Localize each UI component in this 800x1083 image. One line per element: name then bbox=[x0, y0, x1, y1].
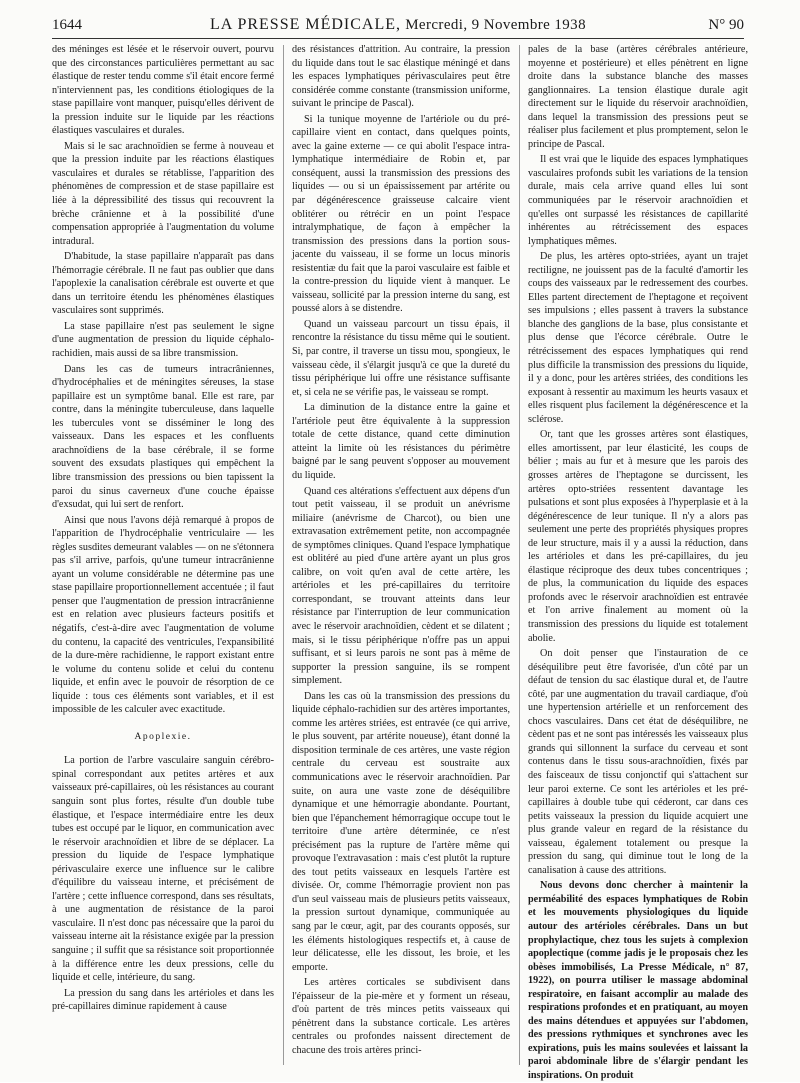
text-column-2 bbox=[292, 43, 510, 1073]
paragraph: La stase papillaire n'est pas seulement le signe d'une augmentation de pression du liquide céphalo-rachidien, mais aussi de sa libre transmission. bbox=[52, 320, 274, 360]
paragraph: Or, tant que les grosses artères sont élastiques, elles amortissent, par leur élasticité, les coups de bélier ; mais au fur et à mesure que les parois des grosses artères de l'heptagone se durcissent, les artères opto-striées ressentent davantage les pulsations et sont plus exposées à l'hyperplasie et à la dégénérescence de leur tunique. Il n'y a alors pas seulement une perte des propriétés physiques propres de leur structure, mais il y a aussi la réduction, dans les artérioles et dans les pré-capillaires, du jeu élastique réciproque des deux tubes concentriques ; de plus, la communication du liquide des espaces profonds avec le réservoir arachnoïdien est entravée et l'on arrive finalement au moment où la transmission des pressions du liquide est totalement abolie. bbox=[528, 429, 748, 644]
paragraph: Dans les cas où la transmission des pressions du liquide céphalo-rachidien sur des artères importantes, comme les artères striées, est entravée (ce qui arrive, le plus souvent, par artérite noueuse), étant donné la disposition terminale de ces artères, une vaste région centrale du cerveau est soustraite aux communications avec le réservoir arachnoïdien. Par suite, on aura une vaste zone de déséquilibre dynamique et une hémorragie abondante. Pourtant, bien que l'épanchement hémorragique occupe tout le territoire d'une artère déterminée, ce n'est précisément pas la rupture de l'artère même qui provoque l'extravasation : mais c'est plutôt la rupture des tout petits vaisseaux en lesquels l'artère est divisée. Or, comme l'hémorragie provient non pas d'un seul vaisseau mais de plusieurs petits vaisseaux, la pression surtout dynamique, communiquée au sang par le cœur, agit, par des courants opposés, sur les éléments histologiques respectifs et, à cause de leur délicatesse, elle les dissout, les broie, et les emporte. bbox=[292, 690, 510, 973]
paragraph: Si la tunique moyenne de l'artériole ou du pré-capillaire vient en contact, dans quelques points, avec la gaine externe — ce qui abolit l'espace intra-lymphatique intermédiaire de Robin et, par conséquent, aussi la transmission des pressions des liquides — ou si un épaississement par artérite ou par dégénérescence graisseuse calcaire vient oblitérer ou rétrécir en un point l'espace intralymphatique, de façon à empêcher la transmission des pressions dans la portion sous-jacente du vaisseau, il se forme un locus minoris resistentiæ du fait que la paroi vasculaire est faible et la contre-pression du liquide vient à manquer. Le vaisseau, sollicité par la pression interne du sang, est poussé alors à se distendre. bbox=[292, 113, 510, 315]
paragraph: Dans les cas de tumeurs intracrâniennes, d'hydrocéphalies et de méningites séreuses, la stase papillaire est un symptôme banal. Elle est rare, par contre, dans la méningite tuberculeuse, dans laquelle les tubercules vont se disséminer le long des vaisseaux. Dans les espaces et les confluents arachnoïdiens de la base cérébrale, il se forme souvent des exsudats plastiques qui empêchent la libre transmission des pressions ou bien tapissent la paroi du sinus caverneux d'une couche épaisse d'exsudat, qui lui sert de renfort. bbox=[52, 363, 274, 511]
paragraph: D'habitude, la stase papillaire n'apparaît pas dans l'hémorragie cérébrale. Il ne faut pas oublier que dans l'apoplexie la canalisation cérébrale est ouverte et que dans un territoire étendu les phénomènes élastiques vasculaires sont supprimés. bbox=[52, 251, 274, 317]
text-column-3 bbox=[528, 43, 748, 1082]
paragraph: des résistances d'attrition. Au contraire, la pression du liquide dans tout le sac élastique méningé et dans les espaces lymphatiques périvasculaires peut être considérée comme constante (transmission uniforme, suivant le principe de Pascal). bbox=[292, 44, 510, 110]
paragraph: des méninges est lésée et le réservoir ouvert, pourvu que des circonstances particulières permettant au sac élastique de rester tendu comme s'il était encore fermé n'interviennent pas, les conditions étiologiques de la stase papillaire vont manquer, puisqu'elles dérivent de la pression induite sur le liquide par les réactions élastiques vasculaires et durales. bbox=[52, 44, 274, 137]
issue-number: N° 90 bbox=[708, 17, 744, 33]
paragraph: On doit penser que l'instauration de ce déséquilibre peut être favorisée, d'un côté par un défaut de tension du sac élastique dural et, de l'autre côté, par une augmentation du travail cardiaque, d'où une hypertension artérielle et un renforcement des chocs vasculaires. Dans cet état de déséquilibre, ne cèdent pas et ne sont pas intéressés les vaisseaux plus grands qui sillonnent la surface du cerveau et sont contenus dans le tissu sous-arachnoïdien, fixés par des faisceaux de tissu conjonctif qui s'attachent sur leur paroi externe. Ce sont les artérioles et les pré-capillaires à double tube qui céderont, car dans ces petits vaisseaux la pression du liquide acquiert une plus grande valeur en regard de la résistance du vaisseau, également totalement ou presque la pression du sang, qui diminue tout le long de la canalisation à cause des attritions. bbox=[528, 648, 748, 876]
section-heading: Apoplexie. bbox=[134, 731, 192, 742]
paragraph: La diminution de la distance entre la gaine et l'artériole peut être équivalente à la suppression totale de cette distance, quand cette diminution atteint la limite où les résistances du périmètre baigné par le sang peuvent s'opposer au mouvement du liquide. bbox=[292, 402, 510, 481]
paragraph: pales de la base (artères cérébrales antérieure, moyenne et postérieure) et elles pénètrent en ligne droite dans la substance blanche des masses ganglionnaires. La tension élastique durale agit directement sur le liquide du réservoir arachnoïdien, dans lequel la transmission des pressions peut se réaliser plus facilement et plus promptement, selon le principe de Pascal. bbox=[528, 44, 748, 150]
page-number: 1644 bbox=[52, 17, 82, 33]
paragraph: Les artères corticales se subdivisent dans l'épaisseur de la pie-mère et y forment un réseau, d'où partent de très minces petits vaisseaux qui pénètrent dans la substance corticale. Les artères centrales ou profondes naissent directement de chacune des trois artères princi- bbox=[292, 977, 510, 1056]
text-column-1 bbox=[52, 43, 274, 1073]
paragraph: Mais si le sac arachnoïdien se ferme à nouveau et que la pression induite par les réactions élastiques vasculaires et durales se rétablisse, l'apparition des phénomènes de compression et de stase papillaire est liée à la dépressibilité des tissus qui recouvrent la brèche crânienne et à la possibilité d'une compensation appropriée à l'augmentation du volume intradural. bbox=[52, 140, 274, 247]
journal-title: LA PRESSE MÉDICALE, bbox=[210, 16, 402, 33]
journal-title-block bbox=[52, 14, 744, 36]
paragraph: Nous devons donc chercher à maintenir la perméabilité des espaces lymphatiques de Robin et les mouvements physiologiques du liquide autour des artérioles cérébrales. Dans un but prophylactique, chez tous les sujets à complexion apoplectique (comme jadis je le proposais chez les obèses immobilisés, La Presse Médicale, n° 87, 1922), on pourra utiliser le massage abdominal respiratoire, en faisant accomplir au malade des respirations profondes et en pratiquant, au moyen des mains détendues et appuyées sur l'abdomen, des pressions rythmiques et synchrones avec les expirations, puis les mains soulevées et laissant la paroi abdominale libre de s'élargir pendant les inspirations. On produit bbox=[528, 880, 748, 1082]
paragraph: Ainsi que nous l'avons déjà remarqué à propos de l'apparition de l'hydrocéphalie ventriculaire — les règles susdites demeurant valables — on ne s'étonnera pas s'il arrive, parfois, qu'une tumeur intracrânienne ayant un volume considérable ne détermine pas une stase papillaire proportionnellement accentuée ; il faut penser que l'augmentation de pression intracrânienne est en relation avec plusieurs facteurs positifs et négatifs, c'est-à-dire avec l'augmentation de volume du contenu, la capacité des ventricules, l'expansibilité de la dure-mère rachidienne, le rapport existant entre le volume du contenu solide et celui du contenu liquide, et enfin avec le pouvoir de résorption de ce liquide : tous ces éléments sont variables, et il est impossible de les calculer avec exactitude. bbox=[52, 514, 274, 716]
column-divider bbox=[283, 45, 284, 1065]
paragraph: La portion de l'arbre vasculaire sanguin cérébro-spinal correspondant aux petites artères et aux vaisseaux pré-capillaires, où les résistances au courant sanguin sont plus fortes, résulte d'un double tube élastique, et l'espace intermédiaire entre les deux tubes est occupé par le liquor, en communication avec le réservoir arachnoïdien et libre de se déplacer. La pression du liquide de l'espace lymphatique périvasculaire exerce une influence sur le calibre d'équilibre du vaisseau interne, et précisément de l'artère ; cette influence correspond, dans ses résultats, à une augmentation de résistance de la paroi vasculaire. Il n'est donc pas nécessaire que la paroi du vaisseau interne ait la résistance exigée par la pression sanguine ; il suffit que sa résistance soit proportionnée à la différence entre les deux pressions, celle du liquide et celle, intérieure, du sang. bbox=[52, 755, 274, 984]
header-rule bbox=[52, 38, 744, 39]
running-head bbox=[52, 14, 744, 36]
paragraph: Quand un vaisseau parcourt un tissu épais, il rencontre la résistance du tissu même qui le soutient. Si, par contre, il traverse un tissu mou, spongieux, le vaisseau cède, il s'élargit jusqu'à ce que la dureté du tissu périphérique lui offre une résistance suffisante et, si cela ne se vérifie pas, le vaisseau se rompt. bbox=[292, 318, 510, 398]
paragraph: De plus, les artères opto-striées, ayant un trajet rectiligne, ne jouissent pas de la faculté d'amortir les coups des vaisseaux par le redressement des courbes. Elles partent directement de l'heptagone et reçoivent ses impulsions ; elles passent à travers la substance blanche des ganglions de la base, plus consistante et plus dense que l'écorce cérébrale. Outre le rétrécissement des espaces lymphatiques qui rend plus difficile la transmission des pressions du liquide, il y a donc, pour les artères striées, des conditions les exposant à ressentir au maximum les heurts vasaux et elles risquent plus facilement la dégénérescence et la sclérose. bbox=[528, 251, 748, 425]
paragraph: Il est vrai que le liquide des espaces lymphatiques vasculaires profonds subit les variations de la tension durale, mais cela arrive quand elles lui sont communiquées par le réservoir arachnoïdien et qu'elles ont surpassé les résistances de capillarité inhérentes au rétrécissement des espaces lymphatiques mêmes. bbox=[528, 154, 748, 247]
paragraph: La pression du sang dans les artérioles et dans les pré-capillaires diminue rapidement à cause bbox=[52, 987, 274, 1013]
paragraph: Quand ces altérations s'effectuent aux dépens d'un tout petit vaisseau, il se produit un anévrisme miliaire (anévrisme de Charcot), ou bien une extravasation extrêmement petite, non accompagnée de symptômes cliniques. Quand l'espace lymphatique est oblitéré au pied d'une artère ayant un plus gros calibre, on voit qu'en aval de cette artère, les artérioles et les pré-capillaires du territoire correspondant, se trouvant atteints dans leur résistance par l'interruption de leur communication avec le réservoir arachnoïdien, cèdent et se dilatent ; mais, si le tissu périphérique n'offre pas un appui suffisant, et si leurs parois ne sont pas à même de supporter la pression sanguine, ils se rompent simplement. bbox=[292, 485, 510, 687]
issue-date: Mercredi, 9 Novembre 1938 bbox=[405, 17, 586, 33]
column-divider bbox=[519, 45, 520, 1065]
